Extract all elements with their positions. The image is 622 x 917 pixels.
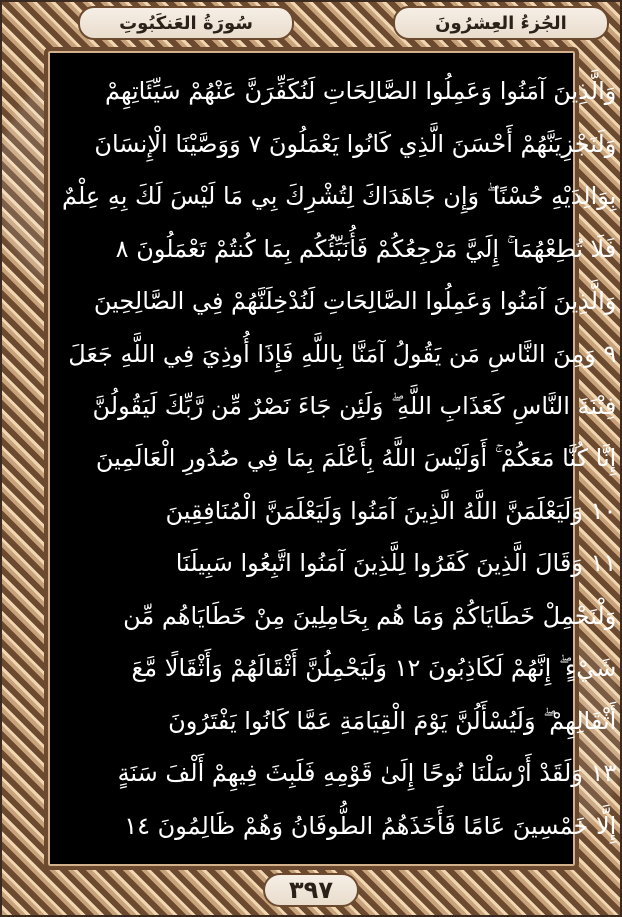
quran-line: وَلْنَحْمِلْ خَطَايَاكُمْ وَمَا هُم بِحَامِلِينَ مِنْ خَطَايَاهُم مِّن [123, 601, 617, 630]
quran-line: شَيْءٍ ۖ إِنَّهُمْ لَكَاذِبُونَ ١٢ وَلَيَحْمِلُنَّ أَثْقَالَهُمْ وَأَثْقَالًا مَّعَ [131, 654, 617, 683]
juz-title: الجُزءُ العِشرُونَ [435, 12, 567, 34]
quran-line: ١٠ وَلَيَعْلَمَنَّ اللَّهُ الَّذِينَ آمَنُوا وَلَيَعْلَمَنَّ الْمُنَافِقِينَ [165, 496, 617, 525]
quran-line: فِتْنَةَ النَّاسِ كَعَذَابِ اللَّهِ ۖ وَلَئِن جَاءَ نَصْرٌ مِّن رَّبِّكَ لَيَقُولُنَّ [92, 392, 617, 421]
quran-line: ١١ وَقَالَ الَّذِينَ كَفَرُوا لِلَّذِينَ آمَنُوا اتَّبِعُوا سَبِيلَنَا [175, 549, 617, 578]
quran-line: ١٣ وَلَقَدْ أَرْسَلْنَا نُوحًا إِلَىٰ قَوْمِهِ فَلَبِثَ فِيهِمْ أَلْفَ سَنَةٍ [117, 759, 617, 788]
quran-line: ٩ وَمِنَ النَّاسِ مَن يَقُولُ آمَنَّا بِاللَّهِ فَإِذَا أُوذِيَ فِي اللَّهِ جَعَلَ [68, 339, 617, 368]
surah-title: سُورَةُ العَنكَبُوتِ [119, 12, 253, 34]
quran-line: فَلَا تُطِعْهُمَا ۚ إِلَيَّ مَرْجِعُكُمْ فَأُنَبِّئُكُم بِمَا كُنتُمْ تَعْمَلُونَ ٨ [115, 234, 617, 263]
quran-line: وَالَّذِينَ آمَنُوا وَعَمِلُوا الصَّالِحَاتِ لَنُدْخِلَنَّهُمْ فِي الصَّالِحِينَ [93, 287, 617, 316]
quran-line: إِنَّا كُنَّا مَعَكُمْ ۚ أَوَلَيْسَ اللَّهُ بِأَعْلَمَ بِمَا فِي صُدُورِ الْعَالَمِينَ [95, 444, 617, 473]
juz-header [393, 6, 609, 40]
quran-lines [62, 65, 617, 852]
quran-line: إِلَّا خَمْسِينَ عَامًا فَأَخَذَهُمُ الطُّوفَانُ وَهُمْ ظَالِمُونَ ١٤ [124, 811, 617, 840]
quran-line: أَثْقَالِهِمْ ۖ وَلَيُسْأَلُنَّ يَوْمَ الْقِيَامَةِ عَمَّا كَانُوا يَفْتَرُونَ [168, 706, 617, 735]
page-number: ٣٩٧ [289, 876, 333, 904]
quran-line: وَلَنَجْزِيَنَّهُمْ أَحْسَنَ الَّذِي كَانُوا يَعْمَلُونَ ٧ وَوَصَّيْنَا الْإِنسَانَ [94, 129, 617, 158]
surah-header [78, 6, 294, 40]
quran-text-panel [44, 47, 617, 870]
page-number-badge [263, 873, 359, 907]
quran-line: وَالَّذِينَ آمَنُوا وَعَمِلُوا الصَّالِحَاتِ لَنُكَفِّرَنَّ عَنْهُمْ سَيِّئَاتِهِمْ [104, 77, 617, 106]
quran-line: بِوَالِدَيْهِ حُسْنًا ۖ وَإِن جَاهَدَاكَ لِتُشْرِكَ بِي مَا لَيْسَ لَكَ بِهِ عِلْمٌ [62, 182, 617, 211]
